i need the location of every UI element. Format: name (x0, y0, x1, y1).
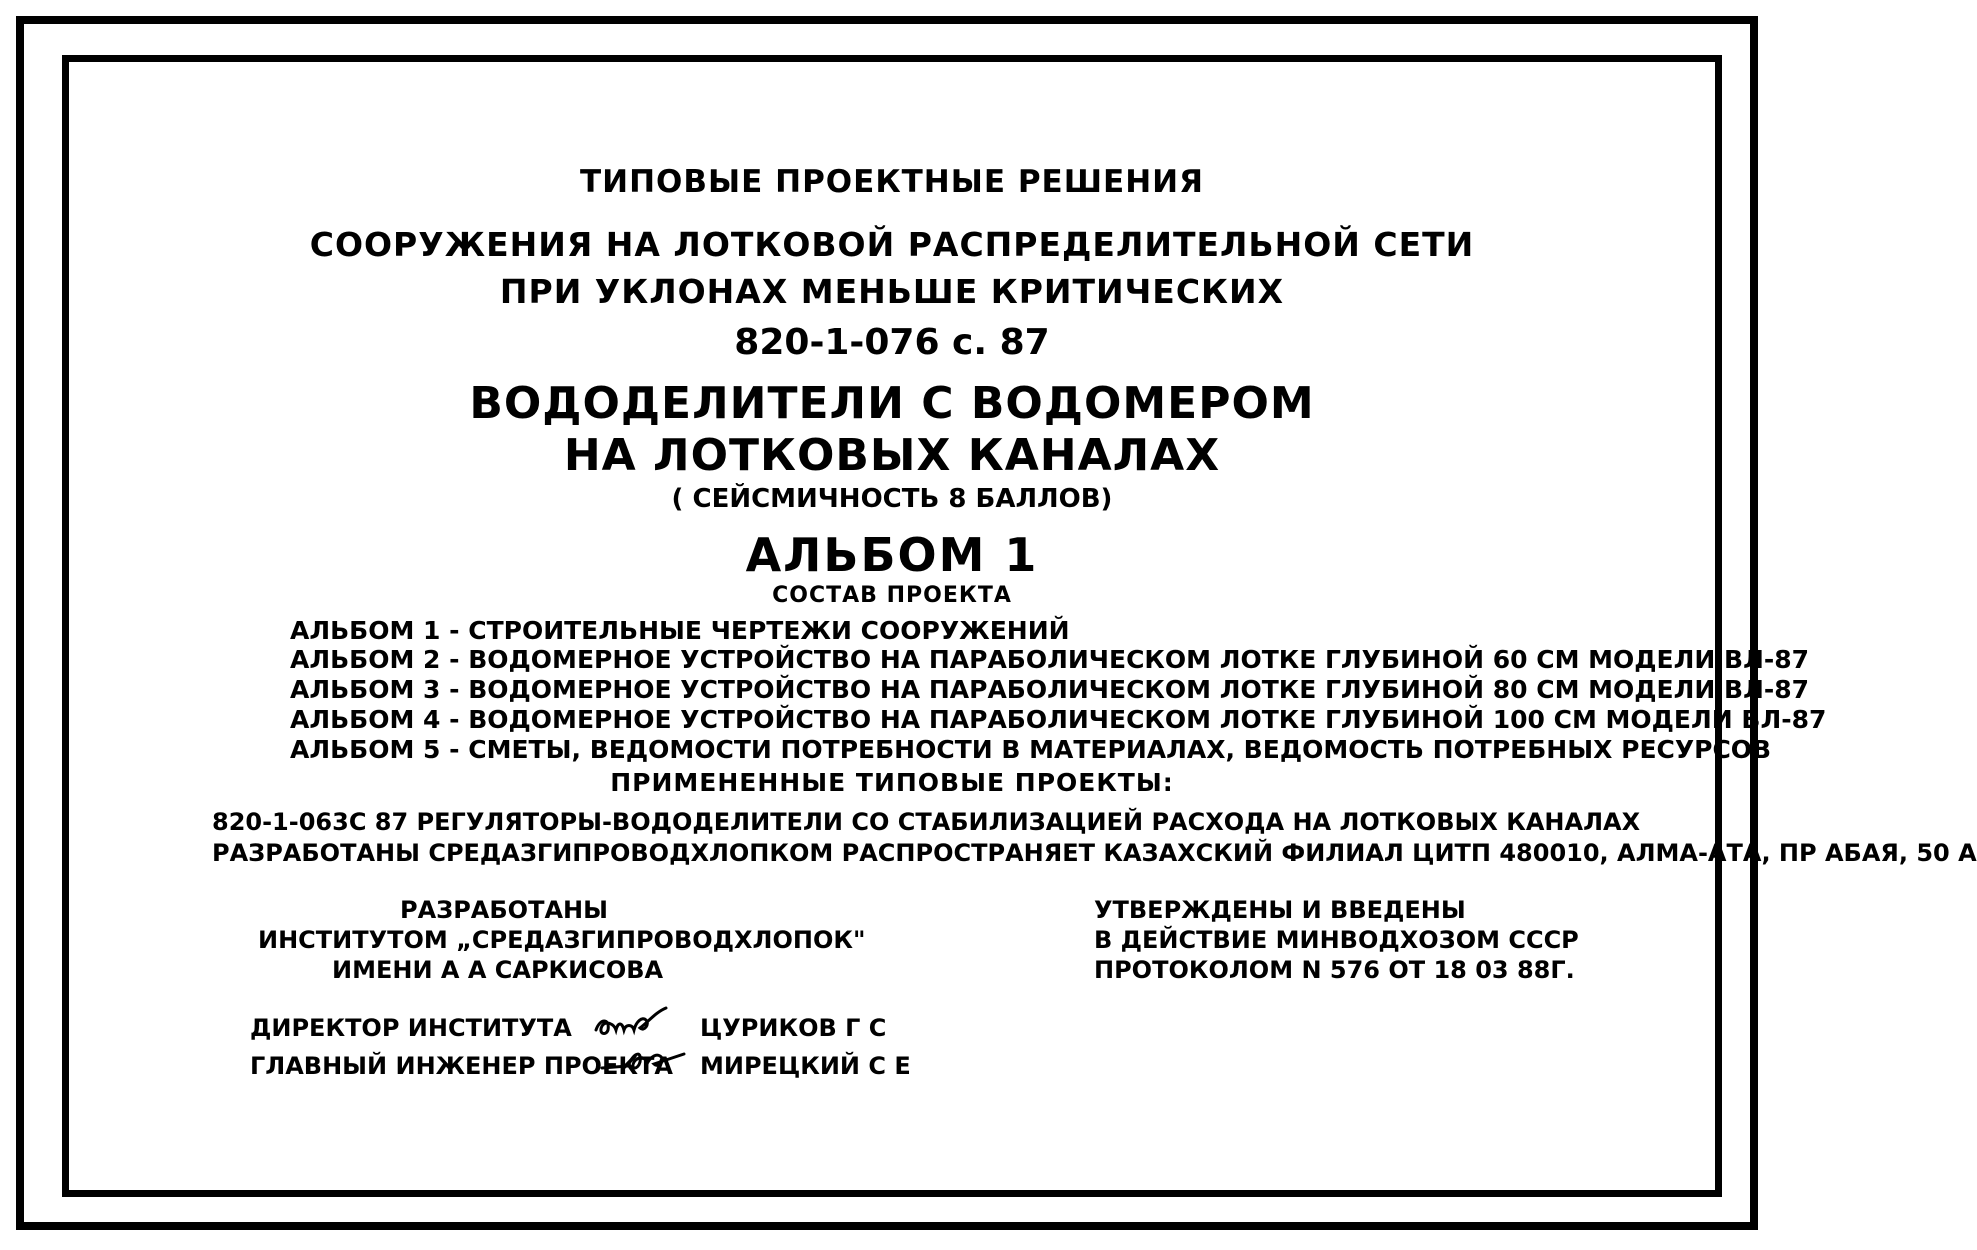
engineer-name: МИРЕЦКИЙ С Е (700, 1052, 911, 1080)
title-line-2: НА ЛОТКОВЫХ КАНАЛАХ (563, 430, 1221, 481)
developer-line-3: ИМЕНИ А А САРКИСОВА (332, 956, 664, 984)
composition-item: АЛЬБОМ 3 - ВОДОМЕРНОЕ УСТРОЙСТВО НА ПАРАБОЛИЧЕСКОМ ЛОТКЕ ГЛУБИНОЙ 80 СМ МОДЕЛИ ВЛ-87 (290, 675, 1809, 704)
developer-line-2: ИНСТИТУТОМ „СРЕДАЗГИПРОВОДХЛОПОК" (258, 926, 866, 954)
developer-line-1: РАЗРАБОТАНЫ (400, 896, 608, 924)
engineer-role: ГЛАВНЫЙ ИНЖЕНЕР ПРОЕКТА (250, 1052, 673, 1080)
approval-line-1: УТВЕРЖДЕНЫ И ВВЕДЕНЫ (1094, 896, 1466, 924)
header-line-1: ТИПОВЫЕ ПРОЕКТНЫЕ РЕШЕНИЯ (580, 164, 1204, 200)
title-line-1: ВОДОДЕЛИТЕЛИ С ВОДОМЕРОМ (469, 378, 1315, 429)
engineer-signature (600, 1040, 690, 1084)
distribution-line: РАЗРАБОТАНЫ СРЕДАЗГИПРОВОДХЛОПКОМ РАСПРОСТРАНЯЕТ КАЗАХСКИЙ ФИЛИАЛ ЦИТП 480010, АЛМА-АТА, ПР АБАЯ, 50 А (212, 839, 1977, 867)
approval-line-2: В ДЕЙСТВИЕ МИНВОДХОЗОМ СССР (1094, 926, 1579, 954)
composition-item: АЛЬБОМ 1 - СТРОИТЕЛЬНЫЕ ЧЕРТЕЖИ СООРУЖЕНИЙ (290, 616, 1070, 645)
seismic-note: ( СЕЙСМИЧНОСТЬ 8 БАЛЛОВ) (671, 484, 1113, 514)
composition-item: АЛЬБОМ 5 - СМЕТЫ, ВЕДОМОСТИ ПОТРЕБНОСТИ В МАТЕРИАЛАХ, ВЕДОМОСТЬ ПОТРЕБНЫХ РЕСУРСОВ (290, 735, 1772, 764)
applied-projects-heading: ПРИМЕНЕННЫЕ ТИПОВЫЕ ПРОЕКТЫ: (610, 768, 1174, 797)
composition-item: АЛЬБОМ 2 - ВОДОМЕРНОЕ УСТРОЙСТВО НА ПАРАБОЛИЧЕСКОМ ЛОТКЕ ГЛУБИНОЙ 60 СМ МОДЕЛИ ВЛ-87 (290, 645, 1809, 674)
approval-line-3: ПРОТОКОЛОМ N 576 ОТ 18 03 88Г. (1094, 956, 1575, 984)
project-code: 820-1-076 с. 87 (734, 322, 1050, 363)
composition-item: АЛЬБОМ 4 - ВОДОМЕРНОЕ УСТРОЙСТВО НА ПАРАБОЛИЧЕСКОМ ЛОТКЕ ГЛУБИНОЙ 100 СМ МОДЕЛИ ВЛ-87 (290, 705, 1827, 734)
header-line-2: СООРУЖЕНИЯ НА ЛОТКОВОЙ РАСПРЕДЕЛИТЕЛЬНОЙ СЕТИ (309, 225, 1475, 264)
applied-project-line: 820-1-063С 87 РЕГУЛЯТОРЫ-ВОДОДЕЛИТЕЛИ СО СТАБИЛИЗАЦИЕЙ РАСХОДА НА ЛОТКОВЫХ КАНАЛАХ (212, 808, 1641, 836)
header-line-3: ПРИ УКЛОНАХ МЕНЬШЕ КРИТИЧЕСКИХ (499, 272, 1285, 311)
director-name: ЦУРИКОВ Г С (700, 1014, 887, 1042)
composition-heading: СОСТАВ ПРОЕКТА (772, 583, 1012, 608)
director-role: ДИРЕКТОР ИНСТИТУТА (250, 1014, 572, 1042)
album-title: АЛЬБОМ 1 (745, 528, 1039, 582)
